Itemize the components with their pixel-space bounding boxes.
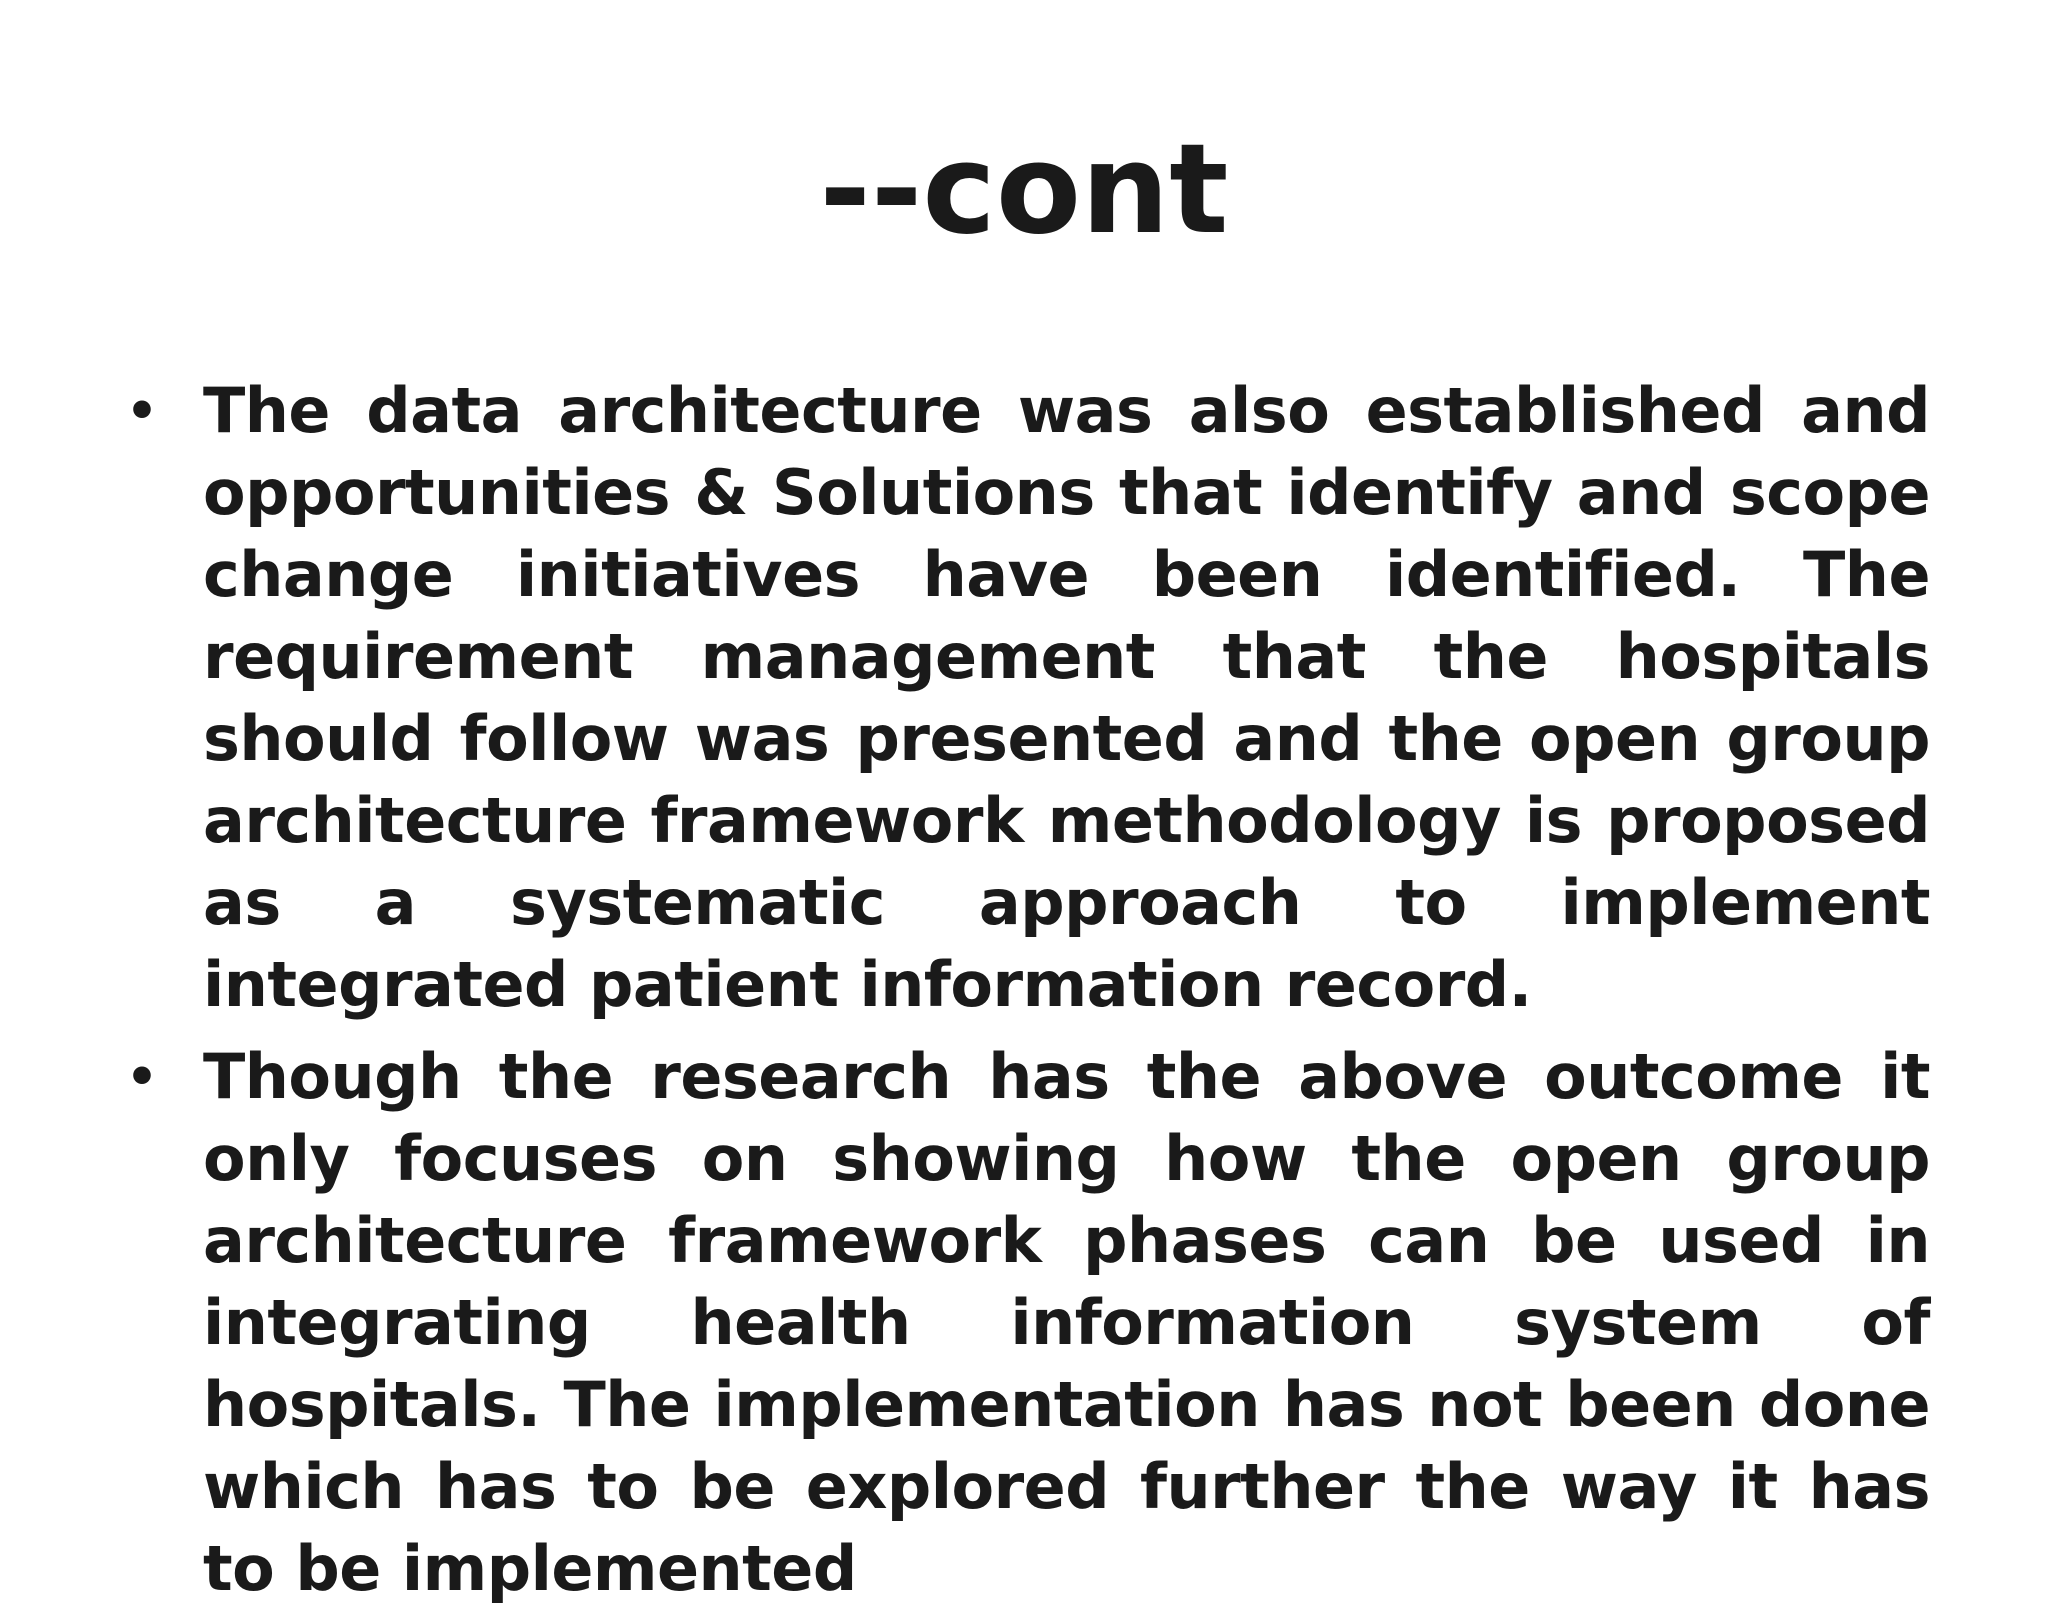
bullet-text: The data architecture was also established and opportunities & Solutions that identify and scope change initiatives have been identified. The requirement management that the hospitals should follow was presented and the open group architecture framework methodology is proposed as a systematic approach to implement integrated patient information record. <box>203 374 1930 1021</box>
bullet-marker: • <box>126 382 158 440</box>
bullet-list <box>120 370 1930 1620</box>
list-item <box>120 1036 1930 1610</box>
bullet-marker: • <box>126 1048 158 1106</box>
slide-title: --cont <box>819 118 1229 262</box>
bullet-text: Though the research has the above outcome it only focuses on showing how the open group architecture framework phases can be used in integrating health information system of hospitals. The implementation has not been done which has to be explored further the way it has to be implemented <box>203 1040 1930 1605</box>
list-item <box>120 370 1930 1026</box>
